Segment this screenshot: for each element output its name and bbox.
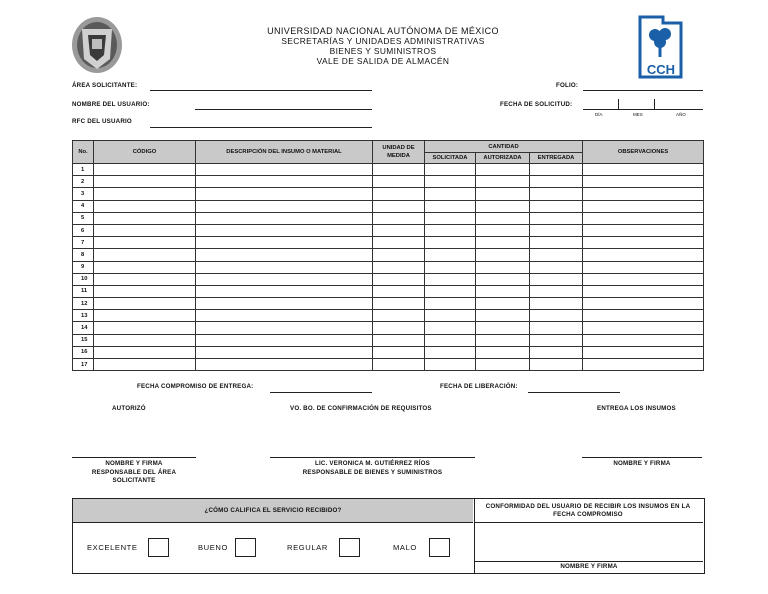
table-row [73, 237, 704, 249]
entrega-label: ENTREGA LOS INSUMOS [597, 405, 676, 412]
bueno-checkbox[interactable] [235, 538, 256, 557]
table-cell[interactable] [196, 200, 373, 212]
date-divider [654, 99, 655, 109]
table-cell[interactable] [94, 359, 196, 371]
table-row [73, 322, 704, 334]
table-cell[interactable] [476, 346, 530, 358]
col-obs-header: OBSERVACIONES [583, 141, 704, 164]
table-cell[interactable] [196, 176, 373, 188]
table-cell[interactable] [476, 164, 530, 176]
university-title: UNIVERSIDAD NACIONAL AUTÓNOMA DE MÉXICO [267, 26, 499, 36]
table-row [73, 285, 704, 297]
autorizo-label: AUTORIZÓ [112, 405, 146, 412]
table-cell[interactable] [530, 261, 583, 273]
table-cell[interactable] [583, 261, 704, 273]
table-row [73, 261, 704, 273]
table-cell[interactable] [196, 285, 373, 297]
cch-logo-text: CCH [646, 62, 676, 77]
table-cell[interactable] [476, 212, 530, 224]
table-cell[interactable] [94, 176, 196, 188]
table-cell[interactable] [425, 298, 476, 310]
table-cell[interactable] [530, 224, 583, 236]
table-row [73, 310, 704, 322]
table-cell[interactable] [373, 322, 425, 334]
table-cell[interactable] [94, 298, 196, 310]
excelente-checkbox[interactable] [148, 538, 169, 557]
table-cell[interactable] [530, 237, 583, 249]
table-cell[interactable] [196, 322, 373, 334]
table-cell[interactable] [94, 237, 196, 249]
table-cell[interactable] [530, 359, 583, 371]
folio-label: FOLIO: [556, 82, 579, 89]
conformidad-nombre-firma: NOMBRE Y FIRMA [560, 563, 618, 570]
table-cell[interactable] [373, 346, 425, 358]
table-cell[interactable] [425, 334, 476, 346]
col-codigo-header: CÓDIGO [94, 141, 196, 164]
table-cell[interactable] [425, 200, 476, 212]
table-cell[interactable] [196, 359, 373, 371]
table-row [73, 212, 704, 224]
table-cell[interactable] [425, 310, 476, 322]
malo-label: MALO [393, 543, 417, 552]
table-cell[interactable] [94, 334, 196, 346]
table-cell[interactable] [530, 310, 583, 322]
table-cell[interactable] [196, 188, 373, 200]
row-number: 17 [73, 359, 94, 371]
table-cell[interactable] [373, 237, 425, 249]
table-cell[interactable] [476, 310, 530, 322]
table-cell[interactable] [425, 261, 476, 273]
table-cell[interactable] [476, 237, 530, 249]
table-cell[interactable] [373, 200, 425, 212]
table-cell[interactable] [425, 346, 476, 358]
table-cell[interactable] [476, 249, 530, 261]
form-title: VALE DE SALIDA DE ALMACÉN [316, 56, 450, 66]
table-cell[interactable] [373, 176, 425, 188]
fecha-compromiso-line[interactable] [270, 392, 372, 393]
nombre-firma-left: NOMBRE Y FIRMA [105, 460, 163, 467]
table-cell[interactable] [196, 334, 373, 346]
table-cell[interactable] [476, 359, 530, 371]
conformidad-text: CONFORMIDAD DEL USUARIO DE RECIBIR LOS INSUMOS EN LA FECHA COMPROMISO [485, 503, 691, 518]
table-cell[interactable] [94, 346, 196, 358]
table-cell[interactable] [583, 176, 704, 188]
table-cell[interactable] [94, 212, 196, 224]
table-cell[interactable] [583, 285, 704, 297]
row-number: 12 [73, 298, 94, 310]
lic-name: LIC. VERONICA M. GUTIÉRREZ RÍOS [315, 460, 430, 467]
excelente-label: EXCELENTE [87, 543, 138, 552]
table-cell[interactable] [196, 261, 373, 273]
table-row [73, 200, 704, 212]
table-cell[interactable] [373, 273, 425, 285]
table-cell[interactable] [583, 334, 704, 346]
table-cell[interactable] [373, 298, 425, 310]
table-cell[interactable] [476, 261, 530, 273]
table-cell[interactable] [94, 285, 196, 297]
table-cell[interactable] [373, 212, 425, 224]
fecha-liberacion-label: FECHA DE LIBERACIÓN: [440, 383, 518, 390]
col-entregada-header: ENTREGADA [530, 153, 583, 164]
table-row [73, 273, 704, 285]
area-input-line[interactable] [150, 90, 372, 91]
table-cell[interactable] [583, 273, 704, 285]
table-cell[interactable] [476, 334, 530, 346]
signature-line-center[interactable] [270, 457, 475, 458]
header-line-2: SECRETARÍAS Y UNIDADES ADMINISTRATIVAS [281, 36, 485, 46]
row-number: 15 [73, 334, 94, 346]
responsable-bienes: RESPONSABLE DE BIENES Y SUMINISTROS [302, 469, 443, 476]
header-line-3: BIENES Y SUMINISTROS [329, 46, 437, 56]
row-number: 2 [73, 176, 94, 188]
signature-line-right[interactable] [582, 457, 702, 458]
table-cell[interactable] [583, 237, 704, 249]
malo-checkbox[interactable] [429, 538, 450, 557]
table-cell[interactable] [373, 310, 425, 322]
table-cell[interactable] [583, 188, 704, 200]
table-cell[interactable] [530, 164, 583, 176]
table-cell[interactable] [425, 359, 476, 371]
table-cell[interactable] [530, 200, 583, 212]
row-number: 5 [73, 212, 94, 224]
table-cell[interactable] [476, 224, 530, 236]
conformidad-sign-line[interactable] [475, 561, 703, 562]
table-cell[interactable] [94, 322, 196, 334]
table-cell[interactable] [425, 188, 476, 200]
table-cell[interactable] [583, 224, 704, 236]
rfc-input-line[interactable] [150, 127, 372, 128]
table-cell[interactable] [196, 224, 373, 236]
table-cell[interactable] [583, 359, 704, 371]
table-cell[interactable] [583, 164, 704, 176]
usuario-input-line[interactable] [195, 109, 372, 110]
table-cell[interactable] [373, 249, 425, 261]
row-number: 10 [73, 273, 94, 285]
table-cell[interactable] [196, 310, 373, 322]
row-number: 16 [73, 346, 94, 358]
table-cell[interactable] [530, 176, 583, 188]
table-cell[interactable] [196, 237, 373, 249]
regular-checkbox[interactable] [339, 538, 360, 557]
survey-question: ¿CÓMO CALIFICA EL SERVICIO RECIBIDO? [204, 507, 342, 514]
table-row [73, 224, 704, 236]
table-cell[interactable] [94, 224, 196, 236]
table-cell[interactable] [425, 224, 476, 236]
fecha-liberacion-line[interactable] [528, 392, 620, 393]
row-number: 7 [73, 237, 94, 249]
table-row [73, 188, 704, 200]
table-cell[interactable] [425, 237, 476, 249]
table-cell[interactable] [476, 298, 530, 310]
row-number: 11 [73, 285, 94, 297]
signature-line-left[interactable] [72, 457, 196, 458]
table-cell[interactable] [196, 249, 373, 261]
col-unidad-header: UNIDAD DE MEDIDA [373, 141, 425, 164]
table-cell[interactable] [476, 176, 530, 188]
col-no-header: No. [73, 141, 94, 164]
table-cell[interactable] [476, 322, 530, 334]
regular-label: REGULAR [287, 543, 328, 552]
row-number: 8 [73, 249, 94, 261]
table-cell[interactable] [373, 224, 425, 236]
table-cell[interactable] [425, 164, 476, 176]
table-cell[interactable] [476, 200, 530, 212]
items-table [72, 140, 704, 371]
table-cell[interactable] [583, 322, 704, 334]
table-cell[interactable] [425, 273, 476, 285]
bueno-label: BUENO [198, 543, 229, 552]
dia-label: DÍA [595, 112, 603, 117]
responsable-area: RESPONSABLE DEL ÁREA SOLICITANTE [91, 469, 177, 484]
unam-seal-logo [70, 15, 124, 75]
table-cell[interactable] [94, 188, 196, 200]
table-cell[interactable] [373, 334, 425, 346]
table-row [73, 176, 704, 188]
rfc-label: RFC DEL USUARIO [72, 118, 132, 125]
date-divider [618, 99, 619, 109]
fecha-solicitud-label: FECHA DE SOLICITUD: [500, 101, 573, 108]
row-number: 3 [73, 188, 94, 200]
table-cell[interactable] [583, 212, 704, 224]
conformidad-underline [475, 522, 703, 523]
table-cell[interactable] [373, 188, 425, 200]
nombre-firma-right: NOMBRE Y FIRMA [613, 460, 671, 467]
table-cell[interactable] [373, 359, 425, 371]
vobo-label: VO. BO. DE CONFIRMACIÓN DE REQUISITOS [290, 405, 432, 412]
table-cell[interactable] [530, 188, 583, 200]
table-cell[interactable] [196, 346, 373, 358]
table-cell[interactable] [530, 334, 583, 346]
col-autorizada-header: AUTORIZADA [476, 153, 530, 164]
table-cell[interactable] [373, 285, 425, 297]
table-row [73, 298, 704, 310]
table-cell[interactable] [530, 212, 583, 224]
row-number: 13 [73, 310, 94, 322]
col-solicitada-header: SOLICITADA [425, 153, 476, 164]
table-row [73, 334, 704, 346]
table-cell[interactable] [94, 261, 196, 273]
folio-input-line[interactable] [583, 90, 703, 91]
table-cell[interactable] [530, 322, 583, 334]
table-cell[interactable] [583, 249, 704, 261]
usuario-label: NOMBRE DEL USUARIO: [72, 101, 150, 108]
table-cell[interactable] [196, 164, 373, 176]
table-cell[interactable] [425, 212, 476, 224]
row-number: 6 [73, 224, 94, 236]
table-cell[interactable] [476, 188, 530, 200]
fecha-compromiso-label: FECHA COMPROMISO DE ENTREGA: [137, 383, 254, 390]
fecha-solicitud-line[interactable] [583, 109, 703, 110]
table-cell[interactable] [196, 273, 373, 285]
row-number: 4 [73, 200, 94, 212]
table-cell[interactable] [425, 285, 476, 297]
table-cell[interactable] [425, 176, 476, 188]
table-row [73, 249, 704, 261]
row-number: 1 [73, 164, 94, 176]
ano-label: AÑO [676, 112, 686, 117]
col-cantidad-header: CANTIDAD [425, 141, 583, 153]
table-cell[interactable] [583, 298, 704, 310]
row-number: 9 [73, 261, 94, 273]
table-cell[interactable] [373, 261, 425, 273]
table-cell[interactable] [530, 249, 583, 261]
table-cell[interactable] [530, 273, 583, 285]
cch-logo [637, 15, 687, 79]
table-cell[interactable] [583, 346, 704, 358]
table-cell[interactable] [530, 285, 583, 297]
table-cell[interactable] [530, 298, 583, 310]
table-cell[interactable] [476, 273, 530, 285]
table-cell[interactable] [196, 212, 373, 224]
table-cell[interactable] [476, 285, 530, 297]
table-cell[interactable] [530, 346, 583, 358]
mes-label: MES [633, 112, 643, 117]
table-cell[interactable] [583, 200, 704, 212]
table-cell[interactable] [196, 298, 373, 310]
table-cell[interactable] [94, 310, 196, 322]
table-row [73, 359, 704, 371]
table-cell[interactable] [425, 322, 476, 334]
table-cell[interactable] [94, 249, 196, 261]
table-cell[interactable] [94, 164, 196, 176]
table-cell[interactable] [425, 249, 476, 261]
table-cell[interactable] [94, 273, 196, 285]
table-row [73, 346, 704, 358]
table-cell[interactable] [583, 310, 704, 322]
table-cell[interactable] [94, 200, 196, 212]
area-label: ÁREA SOLICITANTE: [72, 82, 138, 89]
row-number: 14 [73, 322, 94, 334]
table-row [73, 164, 704, 176]
table-cell[interactable] [373, 164, 425, 176]
col-desc-header: DESCRIPCIÓN DEL INSUMO O MATERIAL [196, 141, 373, 164]
